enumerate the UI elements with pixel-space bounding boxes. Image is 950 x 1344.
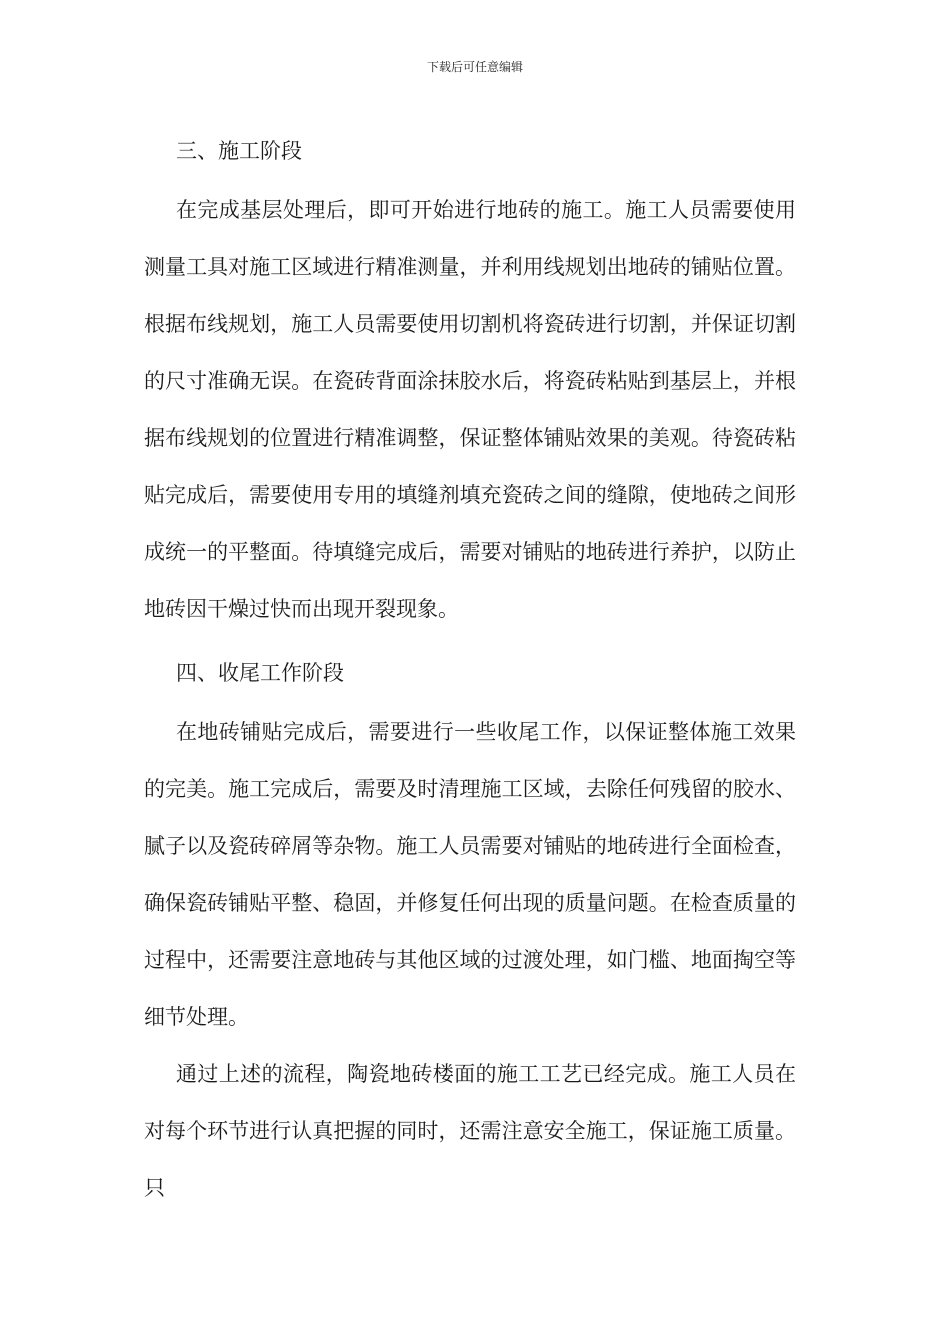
header-note: 下载后可任意编辑: [426, 60, 523, 74]
section-paragraph-construction-stage: 在完成基层处理后，即可开始进行地砖的施工。施工人员需要使用测量工具对施工区域进行精准测量，并利用线规划出地砖的铺贴位置。根据布线规划，施工人员需要使用切割机将瓷砖进行切割，并保证切割的尺寸准确无误。在瓷砖背面涂抹胶水后，将瓷砖粘贴到基层上，并根据布线规划的位置进行精准调整，保证整体铺贴效果的美观。待瓷砖粘贴完成后，需要使用专用的填缝剂填充瓷砖之间的缝隙，使地砖之间形成统一的平整面。待填缝完成后，需要对铺贴的地砖进行养护，以防止地砖因干燥过快而出现开裂现象。: [144, 198, 796, 621]
section-heading-finishing-stage: 四、收尾工作阶段: [176, 661, 344, 685]
closing-paragraph: 通过上述的流程，陶瓷地砖楼面的施工工艺已经完成。施工人员在对每个环节进行认真把握的同时，还需注意安全施工，保证施工质量。只: [144, 1062, 796, 1200]
section-heading-construction-stage: 三、施工阶段: [176, 139, 302, 163]
section-paragraph-finishing-stage: 在地砖铺贴完成后，需要进行一些收尾工作，以保证整体施工效果的完美。施工完成后，需要及时清理施工区域，去除任何残留的胶水、腻子以及瓷砖碎屑等杂物。施工人员需要对铺贴的地砖进行全面检查，确保瓷砖铺贴平整、稳固，并修复任何出现的质量问题。在检查质量的过程中，还需要注意地砖与其他区域的过渡处理，如门槛、地面掏空等细节处理。: [144, 720, 796, 1029]
document-body: [144, 122, 796, 1217]
